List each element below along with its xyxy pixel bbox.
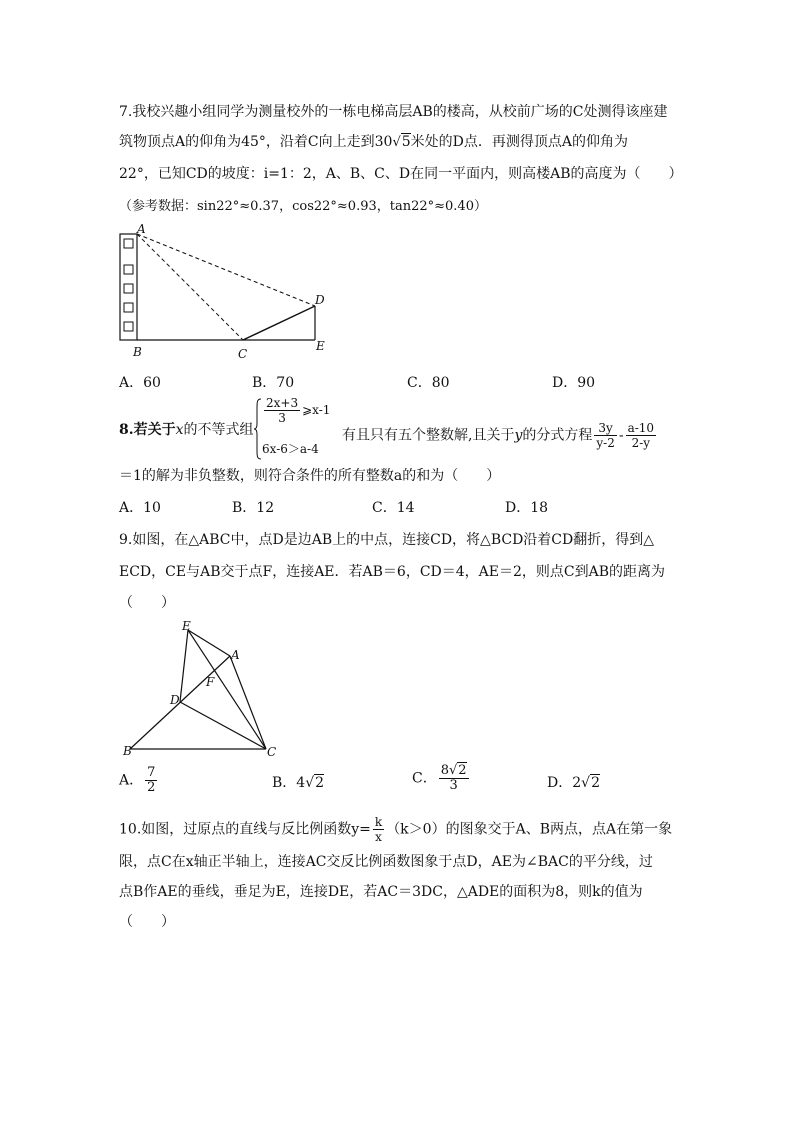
label-C: C: [238, 347, 248, 361]
q9-option-a[interactable]: [119, 766, 159, 795]
q9-option-b-label: B．4: [272, 775, 306, 791]
q8-frac-2-num: a-10: [627, 421, 655, 435]
q9-option-d-sqrt: 2: [591, 775, 600, 791]
q8-text-3: 的分式方程: [522, 427, 593, 444]
q8-frac-1-num: 3y: [594, 421, 616, 436]
q9-option-d-label: D．2: [547, 775, 582, 791]
q8-line-2: ＝1的解为非负整数，则符合条件的所有整数a的和为（ ）: [119, 468, 501, 484]
label-E: E: [316, 339, 325, 353]
q7-reference-data: （参考数据：sin22°≈0.37，cos22°≈0.93，tan22°≈0.40）: [119, 199, 487, 214]
q10-line-2: 限，点C在x轴正半轴上，连接AC交反比例函数图象于点D，AE为∠BAC的平分线，过: [119, 854, 653, 870]
q8-ineq-1: [262, 396, 330, 425]
line-AD-dashed: [137, 234, 315, 306]
label-F: F: [206, 675, 215, 689]
label-D: D: [170, 693, 180, 707]
q8-frac-2-den: 2-y: [631, 436, 651, 450]
q8-option-d[interactable]: D．18: [505, 500, 549, 516]
q9-figure: [118, 618, 288, 760]
label-D: D: [315, 293, 325, 307]
q7-option-c[interactable]: C．80: [407, 375, 450, 391]
q8-text-2: 有且只有五个整数解,且关于: [342, 427, 515, 444]
q9-option-a-den: 2: [147, 780, 156, 795]
q8-ineq-1-num: 2x+3: [266, 396, 299, 410]
line-AC-dashed: [137, 234, 243, 340]
q9-option-c-sqrt: 2: [458, 763, 467, 778]
q9-option-d[interactable]: D．2√2: [547, 775, 600, 791]
q7-line-1: 7.我校兴趣小组同学为测量校外的一栋电梯高层AB的楼高，从校前广场的C处测得该座建: [119, 104, 668, 120]
q9-option-c-den: 3: [449, 778, 458, 793]
label-A: A: [231, 648, 240, 662]
q9-option-b[interactable]: B．4√2: [272, 775, 325, 791]
q7-line-3: 22°，已知CD的坡度：i=1：2，A、B、C、D在同一平面内，则高楼AB的高度为（ ）: [119, 166, 683, 182]
q7-line-2-a: 筑物顶点A的仰角为45°，沿着C向上走到30: [119, 134, 393, 150]
q8-var-x: x: [175, 422, 184, 438]
q10-line-1: [119, 815, 672, 844]
q8-var-y: y: [514, 427, 523, 444]
q9-line-3: （ ）: [119, 595, 175, 611]
q9-option-c[interactable]: C． $\frac{8√2}{3}$: [412, 763, 467, 793]
label-B: B: [123, 744, 132, 758]
q8-text-1: 的不等式组: [183, 422, 254, 438]
q10-line-4: （ ）: [119, 914, 175, 930]
q9-option-c-num: 8: [440, 763, 449, 778]
seg-EA: [188, 630, 230, 656]
q10-frac-num: k: [374, 815, 383, 829]
q7-option-b[interactable]: B．70: [252, 375, 295, 391]
q9-option-a-num: 7: [147, 765, 156, 780]
q8-ineq-1-rest: ⩾x-1: [302, 403, 331, 417]
q8-line-1-rest: [342, 421, 658, 450]
q7-line-2: 筑物顶点A的仰角为45°，沿着C向上走到30√5米处的D点．再测得顶点A的仰角为: [119, 134, 629, 150]
label-E: E: [182, 619, 191, 633]
q8-inequality-system: [254, 396, 344, 462]
label-B: B: [133, 345, 142, 359]
seg-DC: [180, 702, 266, 749]
seg-ED: [180, 630, 188, 702]
brace-icon: [254, 398, 262, 460]
label-A: A: [137, 222, 146, 236]
q9-line-1: 9.如图，在△ABC中，点D是边AB上的中点，连接CD，将△BCD沿着CD翻折，得到△: [119, 532, 655, 548]
q9-line-2: ECD，CE与AB交于点F，连接AE．若AB＝6，CD＝4，AE＝2，则点C到AB的距离为: [119, 564, 666, 580]
q8-option-c[interactable]: C．14: [372, 500, 415, 516]
q8-option-b[interactable]: B．12: [232, 500, 275, 516]
q7-option-d[interactable]: D．90: [552, 375, 596, 391]
building: [120, 234, 137, 340]
q8-ineq-1-den: 3: [278, 411, 286, 425]
slope-CD: [243, 306, 315, 340]
q8-number: 8.若关于: [119, 422, 176, 438]
q10-line-1-a: 10.如图，过原点的直线与反比例函数y=: [119, 821, 371, 838]
q9-option-b-sqrt: 2: [315, 775, 325, 791]
q8-option-a[interactable]: A．10: [119, 500, 161, 516]
q8-prefix: [119, 421, 254, 439]
q8-ineq-2: 6x-6＞a-4: [262, 442, 319, 456]
q7-option-a[interactable]: A．60: [119, 375, 161, 391]
q10-frac-den: x: [375, 830, 382, 844]
label-C: C: [267, 745, 277, 759]
q10-line-3: 点B作AE的垂线，垂足为E，连接DE，若AC＝3DC，△ADE的面积为8，则k的值为: [119, 884, 643, 900]
q9-option-a-label: A．: [119, 772, 144, 789]
q7-line-2-b: 米处的D点．再测得顶点A的仰角为: [410, 134, 629, 150]
q8-frac-1-den: y-2: [596, 436, 615, 450]
q8-minus: -: [618, 427, 624, 444]
q10-line-1-b: （k＞0）的图象交于A、B两点，点A在第一象: [386, 821, 673, 838]
q7-sqrt-value: 5: [401, 134, 411, 150]
q9-option-c-label: C．: [412, 770, 437, 787]
seg-EC: [188, 630, 266, 749]
q7-figure: [110, 222, 340, 362]
